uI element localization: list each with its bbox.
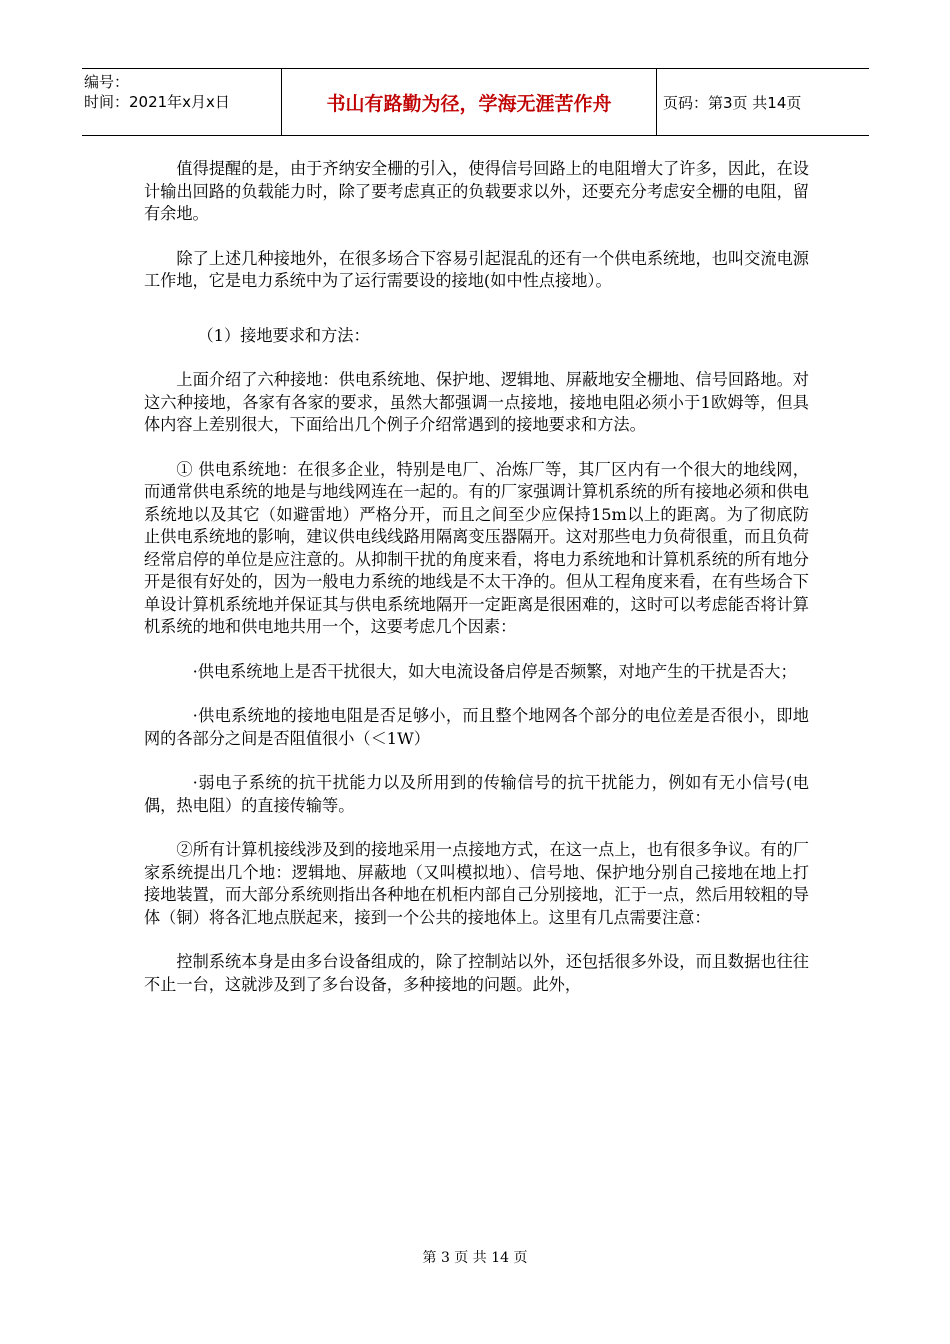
paragraph-power-system-ground: 除了上述几种接地外，在很多场合下容易引起混乱的还有一个供电系统地，也叫交流电源工作地，它是电力系统中为了运行需要设的接地(如中性点接地）。 bbox=[144, 248, 809, 290]
header-page-label: 页码：第3页 共14页 bbox=[663, 93, 802, 112]
document-time-label: 时间：2021年x月x日 bbox=[84, 93, 230, 111]
section-heading-grounding-methods: （1）接地要求和方法： bbox=[197, 325, 370, 345]
page-footer: 第 3 页 共 14 页 bbox=[422, 1250, 528, 1266]
paragraph-single-point-ground: ②所有计算机接线涉及到的接地采用一点接地方式，在这一点上，也有很多争议。有的厂家系统提出几个地：逻辑地、屏蔽地（又叫模拟地）、信号地、保护地分别自己接地在地上打接地装置，而大部分系统则指出各种地在机柜内部自己分别接地，汇于一点，然后用较粗的导体（铜）将各汇地点朕起来，接到一个公共的接地体上。这里有几点需要注意： bbox=[144, 840, 809, 927]
document-number-label: 编号： bbox=[84, 73, 130, 91]
paragraph-power-supply-ground: ① 供电系统地：在很多企业，特别是电厂、冶炼厂等，其厂区内有一个很大的地线网，而通常供电系统的地是与地线网连在一起的。有的厂家强调计算机系统的所有接地必须和供电系统地以及其它（如避雷地）严格分开，而且之间至少应保持15m以上的距离。为了彻底防止供电系统地的影响，建议供电线线路用隔离变压器隔开。这对那些电力负荷很重，而且负荷经常启停的单位是应注意的。从抑制干扰的角度来看，将电力系统地和计算机系统的所有地分开是很有好处的，因为一般电力系统的地线是不太干净的。但从工程角度来看，在有些场合下单设计算机系统地并保证其与供电系统地隔开一定距离是很困难的，这时可以考虑能否将计算机系统的地和供电地共用一个，这要考虑几个因素： bbox=[144, 459, 809, 636]
bullet-ground-resistance: ·供电系统地的接地电阻是否足够小，而且整个地网各个部分的电位差是否很小，即地网的各部分之间是否阻值很小（＜1W） bbox=[144, 706, 809, 748]
header-motto: 书山有路勤为径，学海无涯苦作舟 bbox=[282, 69, 657, 135]
document-body bbox=[144, 158, 809, 1018]
bullet-anti-interference: ·弱电子系统的抗干扰能力以及所用到的传输信号的抗干扰能力，例如有无小信号(电偶，热电阻）的直接传输等。 bbox=[144, 773, 809, 815]
paragraph-six-groundings: 上面介绍了六种接地：供电系统地、保护地、逻辑地、屏蔽地安全栅地、信号回路地。对这六种接地，各家有各家的要求，虽然大都强调一点接地，接地电阻必须小于1欧姆等，但具体内容上差别很大，下面给出几个例子介绍常遇到的接地要求和方法。 bbox=[144, 370, 809, 434]
paragraph-zener-barrier-note: 值得提醒的是，由于齐纳安全栅的引入，使得信号回路上的电阻增大了许多，因此，在设计输出回路的负载能力时，除了要考虑真正的负载要求以外，还要充分考虑安全栅的电阻，留有余地。 bbox=[144, 159, 809, 223]
header-meta bbox=[82, 69, 282, 135]
paragraph-control-system: 控制系统本身是由多台设备组成的，除了控制站以外，还包括很多外设，而且数据也往往不止一台，这就涉及到了多台设备，多种接地的问题。此外， bbox=[144, 952, 809, 994]
bullet-interference: ·供电系统地上是否干扰很大，如大电流设备启停是否频繁，对地产生的干扰是否大； bbox=[192, 661, 797, 681]
page-header bbox=[82, 68, 869, 136]
